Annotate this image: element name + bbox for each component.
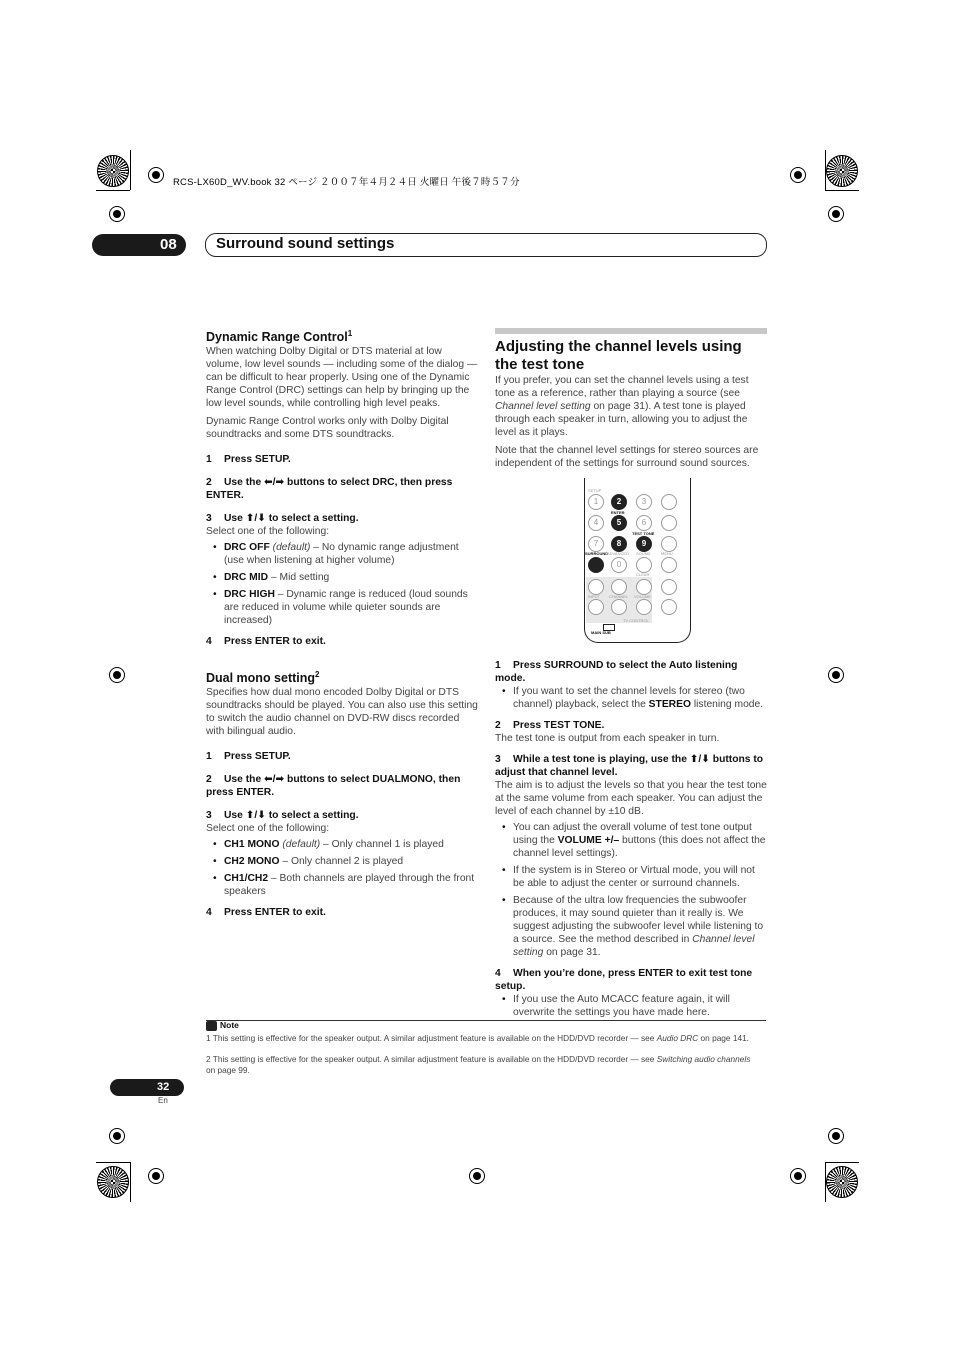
tone-step-3-bullets xyxy=(495,821,767,959)
registration-target-icon xyxy=(469,1168,485,1184)
list-item: • You can adjust the overall volume of test tone output using the VOLUME +/– buttons (this does not affect the channel level settings). xyxy=(513,821,767,860)
tone-step-2: 2 Press TEST TONE. xyxy=(495,720,605,731)
crop-mark xyxy=(825,190,859,191)
dual-step-2: 2 Use the ⬅/➡ buttons to select DUALMONO, then press ENTER. xyxy=(206,774,461,799)
registration-star-icon xyxy=(97,1166,129,1198)
drc-intro: When watching Dolby Digital or DTS material at low volume, low level sounds — including some of the dialog — can be difficult to hear properly. Using one of the Dynamic Range Control (DRC) settings can help by bringing up the low level sounds, while controlling high level peaks. xyxy=(206,346,478,410)
remote-label-test-tone: TEST TONE xyxy=(632,531,655,536)
remote-button-circle xyxy=(661,536,677,552)
registration-target-icon xyxy=(109,667,125,683)
registration-target-icon xyxy=(790,167,806,183)
crop-mark xyxy=(96,1162,130,1163)
section-bar xyxy=(495,328,767,334)
remote-button-3: 3 xyxy=(636,494,652,510)
remote-label-main-sub: MAIN SUB xyxy=(591,630,611,635)
remote-label-clear: CLEAR xyxy=(636,572,650,577)
test-tone-heading: Adjusting the channel levels using the test tone xyxy=(495,338,742,373)
remote-label-sound: SOUND xyxy=(636,551,651,556)
remote-control-illustration xyxy=(584,478,691,643)
remote-label-setup: SETUP xyxy=(588,488,602,493)
remote-label-enter: ENTER xyxy=(611,510,625,515)
dual-mono-intro: Specifies how dual mono encoded Dolby Digital or DTS soundtracks should be played. You can also use this setting to switch the audio channel on DVD-RW discs recorded with bilingual audio. xyxy=(206,687,478,738)
dual-mono-section xyxy=(206,667,478,919)
test-tone-steps xyxy=(495,659,767,1023)
remote-label-input: INPUT xyxy=(588,594,600,599)
remote-label-volume: VOLUME xyxy=(634,594,651,599)
note-divider xyxy=(206,1020,766,1021)
test-tone-p1: If you prefer, you can set the channel levels using a test tone as a reference, rather than playing a source (see Channel level setting on page 31). A test tone is played through each speaker in turn, allowing you to adjust the level as it plays. xyxy=(495,375,749,438)
registration-target-icon xyxy=(828,1128,844,1144)
dual-options xyxy=(206,838,478,898)
tone-step-2-text: The test tone is output from each speaker in turn. xyxy=(495,733,720,744)
remote-button-8: 8 xyxy=(611,536,627,552)
list-item: • CH2 MONO – Only channel 2 is played xyxy=(224,855,478,868)
remote-button-plus xyxy=(611,579,627,595)
dual-step-3: 3 Use ⬆/⬇ to select a setting. xyxy=(206,810,359,822)
remote-button-5: 5 xyxy=(611,515,627,531)
footnote-1: 1 This setting is effective for the speaker output. A similar adjustment feature is available on the HDD/DVD recorder — see Audio DRC on page 141. xyxy=(206,1033,749,1043)
list-item: • CH1/CH2 – Both channels are played through the front speakers xyxy=(224,872,478,898)
drc-step-2: 2 Use the ⬅/➡ buttons to select DRC, then press ENTER. xyxy=(206,477,453,502)
registration-target-icon xyxy=(790,1168,806,1184)
registration-star-icon xyxy=(826,1166,858,1198)
file-header: RCS-LX60D_WV.book 32 ページ ２００７年４月２４日 火曜日 午後７時５７分 xyxy=(173,177,520,188)
list-item: • Because of the ultra low frequencies the subwoofer produces, it may sound quieter than it really is. We suggest adjusting the subwoofer level while listening to a source. See the method described in Channel level setting on page 31. xyxy=(513,894,767,959)
registration-star-icon xyxy=(97,155,129,187)
crop-mark xyxy=(96,190,130,191)
crop-mark xyxy=(130,150,131,190)
test-tone-p2: Note that the channel level settings for stereo sources are independent of the settings for surround sound sources. xyxy=(495,445,759,469)
remote-button-minus xyxy=(611,599,627,615)
remote-button-0: 0 xyxy=(611,557,627,573)
crop-mark xyxy=(130,1162,131,1202)
footnote-2: 2 This setting is effective for the speaker output. A similar adjustment feature is available on the HDD/DVD recorder — see Switching audio channels on page 99. xyxy=(206,1054,751,1075)
page-language: En xyxy=(158,1096,168,1105)
registration-target-icon xyxy=(109,206,125,222)
remote-label-advanced: ADVANCED xyxy=(607,551,629,556)
remote-button-minus xyxy=(636,599,652,615)
registration-target-icon xyxy=(148,1168,164,1184)
registration-target-icon xyxy=(148,167,164,183)
remote-button-9: 9 xyxy=(636,536,652,552)
remote-button-2: 2 xyxy=(611,494,627,510)
registration-target-icon xyxy=(109,1128,125,1144)
remote-button-circle xyxy=(661,494,677,510)
drc-options xyxy=(206,541,478,627)
remote-button-6: 6 xyxy=(636,515,652,531)
drc-select-text: Select one of the following: xyxy=(206,526,330,538)
crop-mark xyxy=(825,1162,826,1202)
chapter-title: Surround sound settings xyxy=(216,235,395,252)
remote-button-circle xyxy=(636,557,652,573)
remote-label-menu: MENU xyxy=(661,551,673,556)
drc-step-4: 4 Press ENTER to exit. xyxy=(206,636,326,648)
remote-button-circle xyxy=(588,579,604,595)
registration-target-icon xyxy=(828,206,844,222)
dual-step-1: 1 Press SETUP. xyxy=(206,751,291,763)
drc-section xyxy=(206,326,478,648)
dual-mono-heading: Dual mono setting$^2$ xyxy=(206,670,320,686)
tone-step-1-bullets xyxy=(495,685,767,711)
tone-step-4: 4 When you’re done, press ENTER to exit test tone setup. xyxy=(495,968,753,992)
list-item: • CH1 MONO (default) – Only channel 1 is played xyxy=(224,838,478,851)
list-item: • DRC MID – Mid setting xyxy=(224,571,478,584)
remote-label-surround: SURROUND xyxy=(585,551,609,556)
remote-label-channel: CHANNEL xyxy=(609,594,629,599)
dual-step-4: 4 Press ENTER to exit. xyxy=(206,907,326,919)
list-item: • If you want to set the channel levels for stereo (two channel) playback, select the STEREO listening mode. xyxy=(513,685,767,711)
remote-button-circle xyxy=(661,579,677,595)
list-item: • If the system is in Stereo or Virtual mode, you will not be able to adjust the center or surround channels. xyxy=(513,864,767,890)
drc-heading: Dynamic Range Control$^1$ xyxy=(206,329,353,345)
tone-step-4-bullets xyxy=(495,993,767,1019)
remote-button-1: 1 xyxy=(588,494,604,510)
test-tone-intro xyxy=(495,338,767,475)
note-icon xyxy=(206,1021,217,1031)
drc-step-3: 3 Use ⬆/⬇ to select a setting. xyxy=(206,513,359,525)
registration-target-icon xyxy=(828,667,844,683)
remote-button-plus xyxy=(636,579,652,595)
note-label: Note xyxy=(220,1020,239,1030)
tone-step-3-text: The aim is to adjust the levels so that you hear the test tone at the same volume from each speaker. You can adjust the level of each channel by ±10 dB. xyxy=(495,780,767,817)
page-number-pill xyxy=(110,1079,184,1096)
crop-mark xyxy=(825,1162,859,1163)
tone-step-3: 3 While a test tone is playing, use the ⬆/⬇ buttons to adjust that channel level. xyxy=(495,754,764,778)
remote-label-tv-control: TV CONTROL xyxy=(623,618,649,623)
drc-step-1: 1 Press SETUP. xyxy=(206,454,291,466)
chapter-number: 08 xyxy=(160,236,177,253)
remote-button-circle xyxy=(661,557,677,573)
remote-button-circle xyxy=(588,599,604,615)
remote-button-surround xyxy=(588,557,604,573)
remote-button-circle xyxy=(661,599,677,615)
remote-button-4: 4 xyxy=(588,515,604,531)
crop-mark xyxy=(825,150,826,190)
registration-star-icon xyxy=(826,155,858,187)
list-item: • DRC OFF (default) – No dynamic range adjustment (use when listening at higher volume) xyxy=(224,541,478,567)
list-item: • If you use the Auto MCACC feature again, it will overwrite the settings you have made here. xyxy=(513,993,767,1019)
list-item: • DRC HIGH – Dynamic range is reduced (loud sounds are reduced in volume while quieter sounds are increased) xyxy=(224,588,478,627)
tone-step-1: 1 Press SURROUND to select the Auto listening mode. xyxy=(495,660,738,684)
remote-button-circle xyxy=(661,515,677,531)
drc-note: Dynamic Range Control works only with Dolby Digital soundtracks and some DTS soundtracks. xyxy=(206,416,449,441)
remote-button-7: 7 xyxy=(588,536,604,552)
page-number: 32 xyxy=(157,1081,170,1093)
dual-select-text: Select one of the following: xyxy=(206,823,330,835)
